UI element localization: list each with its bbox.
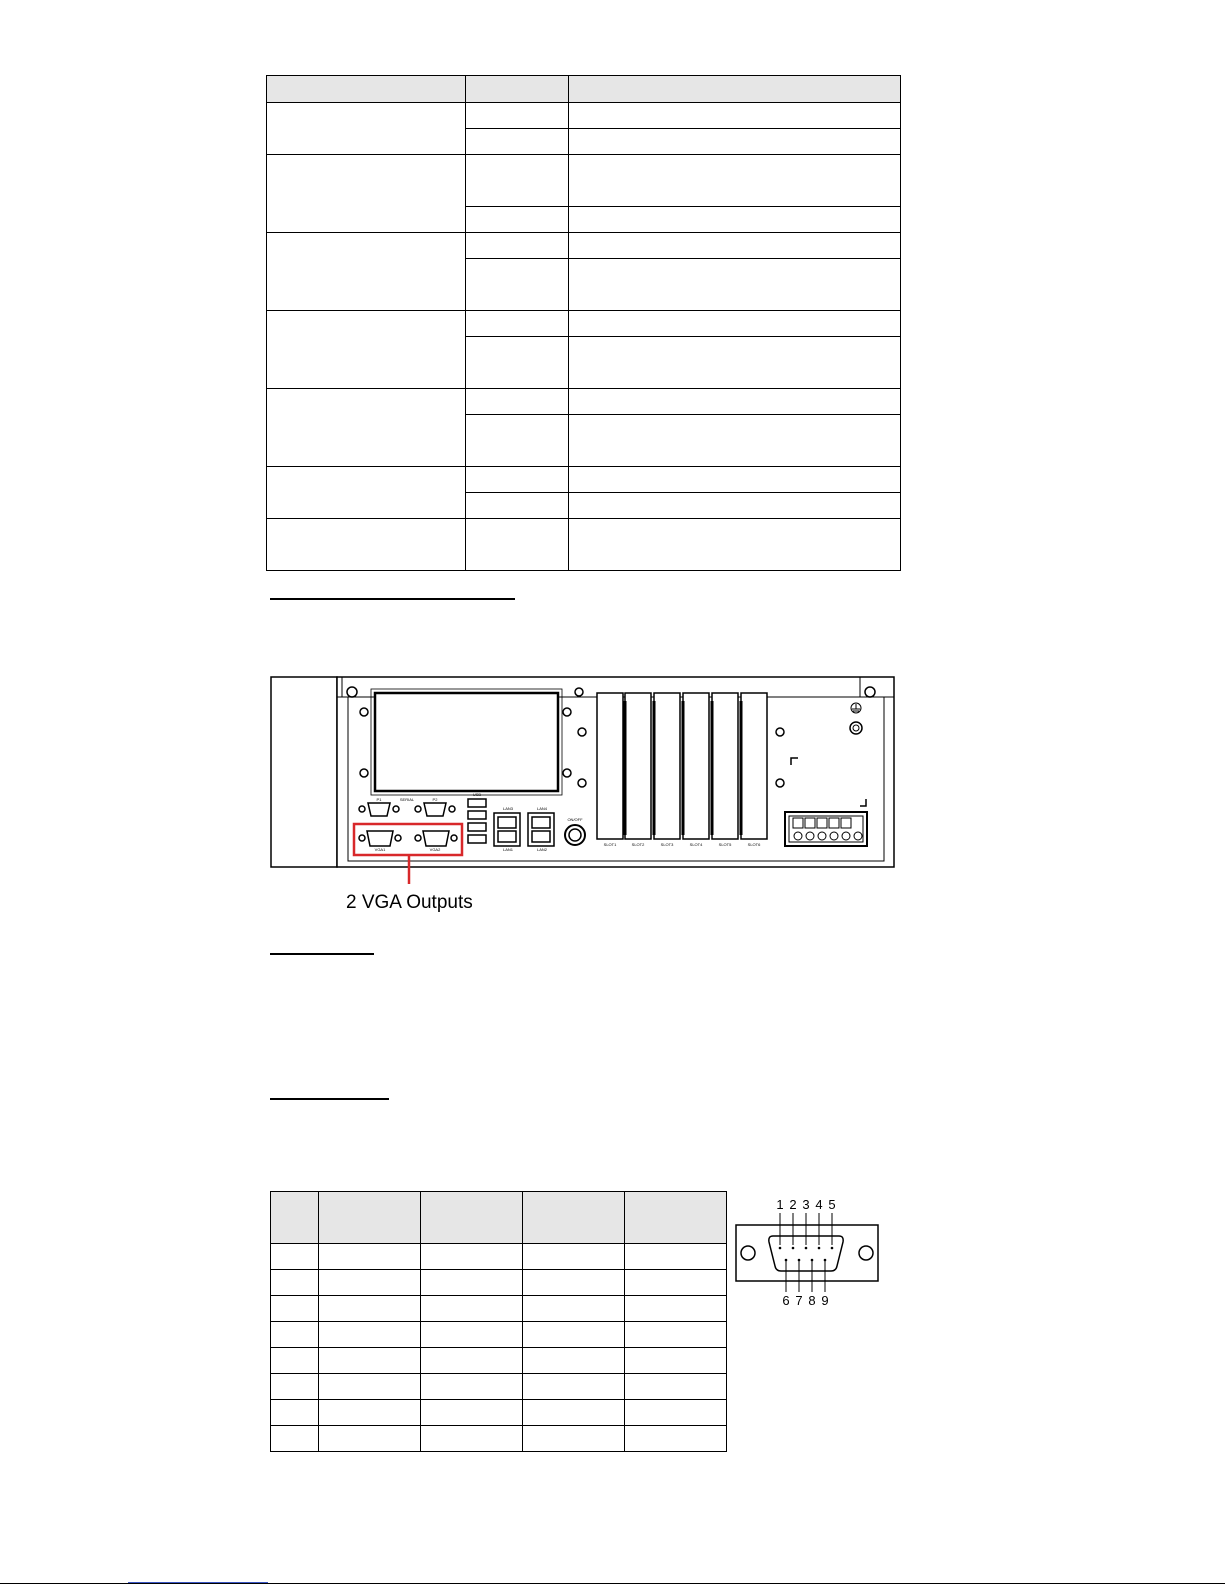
- ground-symbol-icon: [851, 703, 861, 713]
- table-row: [271, 1244, 727, 1270]
- pin-number: 7: [795, 1293, 803, 1308]
- table-row: [271, 1348, 727, 1374]
- port-label: USB: [472, 792, 482, 797]
- pin-number: 4: [815, 1197, 823, 1212]
- port-label: LAN2: [536, 847, 548, 852]
- port-label: LAN4: [536, 806, 548, 811]
- table-header-row: [267, 76, 901, 103]
- table-row: [271, 1270, 727, 1296]
- slot-label: SLOT3: [660, 842, 674, 847]
- pin-number: 2: [789, 1197, 797, 1212]
- section-heading-underline: [270, 598, 515, 600]
- port-label: P1: [376, 797, 382, 802]
- slot-label: SLOT6: [747, 842, 761, 847]
- port-label: SERIAL: [399, 797, 415, 802]
- led-status-table: [266, 75, 901, 571]
- footer-rule: [0, 1583, 1225, 1584]
- table-row: [267, 519, 901, 571]
- port-label: LAN1: [502, 847, 514, 852]
- table-row: [271, 1400, 727, 1426]
- table-header-row: [271, 1192, 727, 1244]
- section-heading-underline: [270, 1098, 389, 1100]
- slot-label: SLOT2: [631, 842, 645, 847]
- table-row: [267, 103, 901, 129]
- footer-link-underline: [128, 1582, 268, 1583]
- table-row: [267, 155, 901, 207]
- slot-label: SLOT5: [718, 842, 732, 847]
- pin-assignment-table: [270, 1191, 727, 1452]
- pin-number: 1: [776, 1197, 784, 1212]
- port-label: P2: [432, 797, 438, 802]
- table-row: [267, 467, 901, 493]
- table-row: [267, 311, 901, 337]
- power-terminal-block: [785, 812, 867, 846]
- port-label: LAN3: [502, 806, 514, 811]
- pin-number: 5: [828, 1197, 836, 1212]
- table-row: [271, 1322, 727, 1348]
- pin-number: 9: [821, 1293, 829, 1308]
- port-label: ON/OFF: [567, 817, 583, 822]
- slot-label: SLOT1: [603, 842, 617, 847]
- port-label: VGA1: [374, 847, 386, 852]
- port-label: VGA2: [429, 847, 441, 852]
- db9-connector-diagram: [735, 1195, 880, 1315]
- table-row: [271, 1374, 727, 1400]
- pin-number: 8: [808, 1293, 816, 1308]
- section-heading-underline: [270, 953, 374, 955]
- table-row: [267, 233, 901, 259]
- table-row: [267, 389, 901, 415]
- slot-label: SLOT4: [689, 842, 703, 847]
- table-row: [271, 1296, 727, 1322]
- table-row: [271, 1426, 727, 1452]
- pin-number: 3: [802, 1197, 810, 1212]
- pin-number: 6: [782, 1293, 790, 1308]
- rear-panel-figure: [270, 675, 896, 920]
- vga-outputs-callout: 2 VGA Outputs: [346, 892, 473, 913]
